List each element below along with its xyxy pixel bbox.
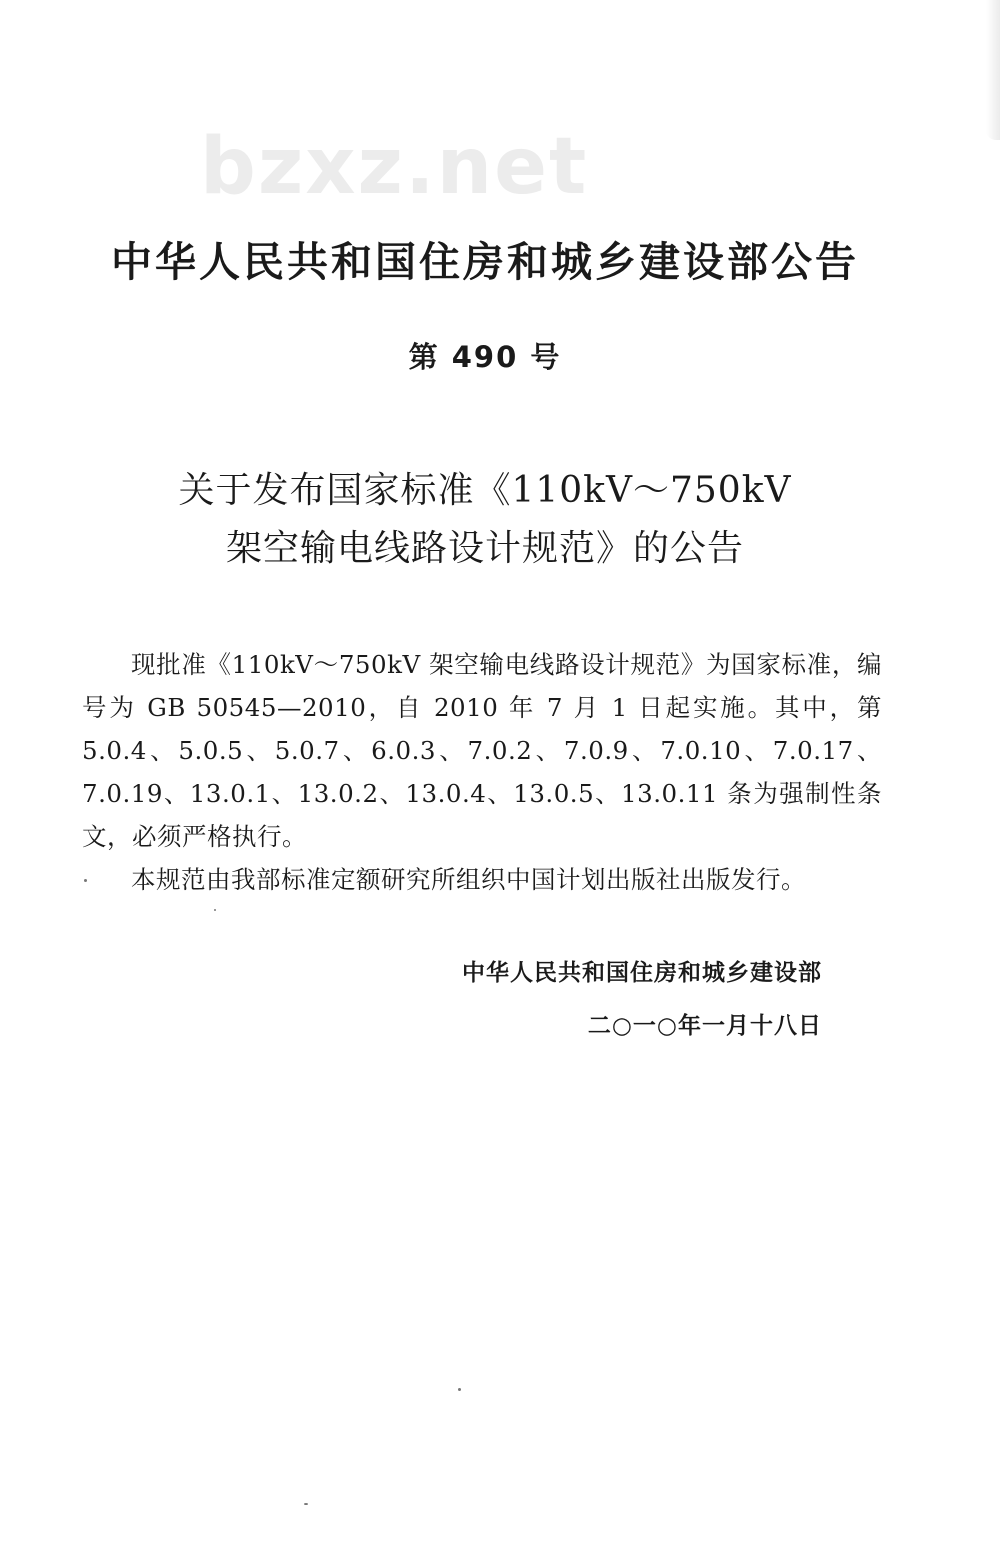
- announcement-subtitle: [0, 462, 970, 578]
- announcement-body: [82, 643, 882, 901]
- body-paragraph-1: 现批准《110kV～750kV 架空输电线路设计规范》为国家标准，编号为 GB 50545—2010，自 2010 年 7 月 1 日起实施。其中，第 5.0.4、5.0.5、5.0.7、6.0.3、7.0.2、7.0.9、7.0.10、7.0.17、7.0.19、13.0.1、13.0.2、13.0.4、13.0.5、13.0.11 条为强制性条文，必须严格执行。: [82, 650, 882, 851]
- subtitle-line-2: 架空输电线路设计规范》的公告: [225, 528, 744, 569]
- scan-speck: [84, 879, 87, 882]
- watermark: bzxz.net: [200, 122, 589, 212]
- issue-date: 二○一○年一月十八日: [587, 1013, 822, 1039]
- issuer-name: 中华人民共和国住房和城乡建设部: [462, 960, 822, 986]
- announcement-title: 中华人民共和国住房和城乡建设部公告: [111, 238, 859, 286]
- signature-block: [0, 947, 822, 1053]
- announcement-number: 第 490 号: [408, 340, 562, 374]
- subtitle-line-1: 关于发布国家标准《110kV～750kV: [178, 470, 792, 511]
- scan-speck: [304, 1503, 308, 1505]
- page-edge-shadow: [986, 0, 1000, 140]
- scan-speck: [458, 1388, 461, 1391]
- body-paragraph-2: 本规范由我部标准定额研究所组织中国计划出版社出版发行。: [131, 865, 806, 894]
- scan-speck: [214, 909, 216, 911]
